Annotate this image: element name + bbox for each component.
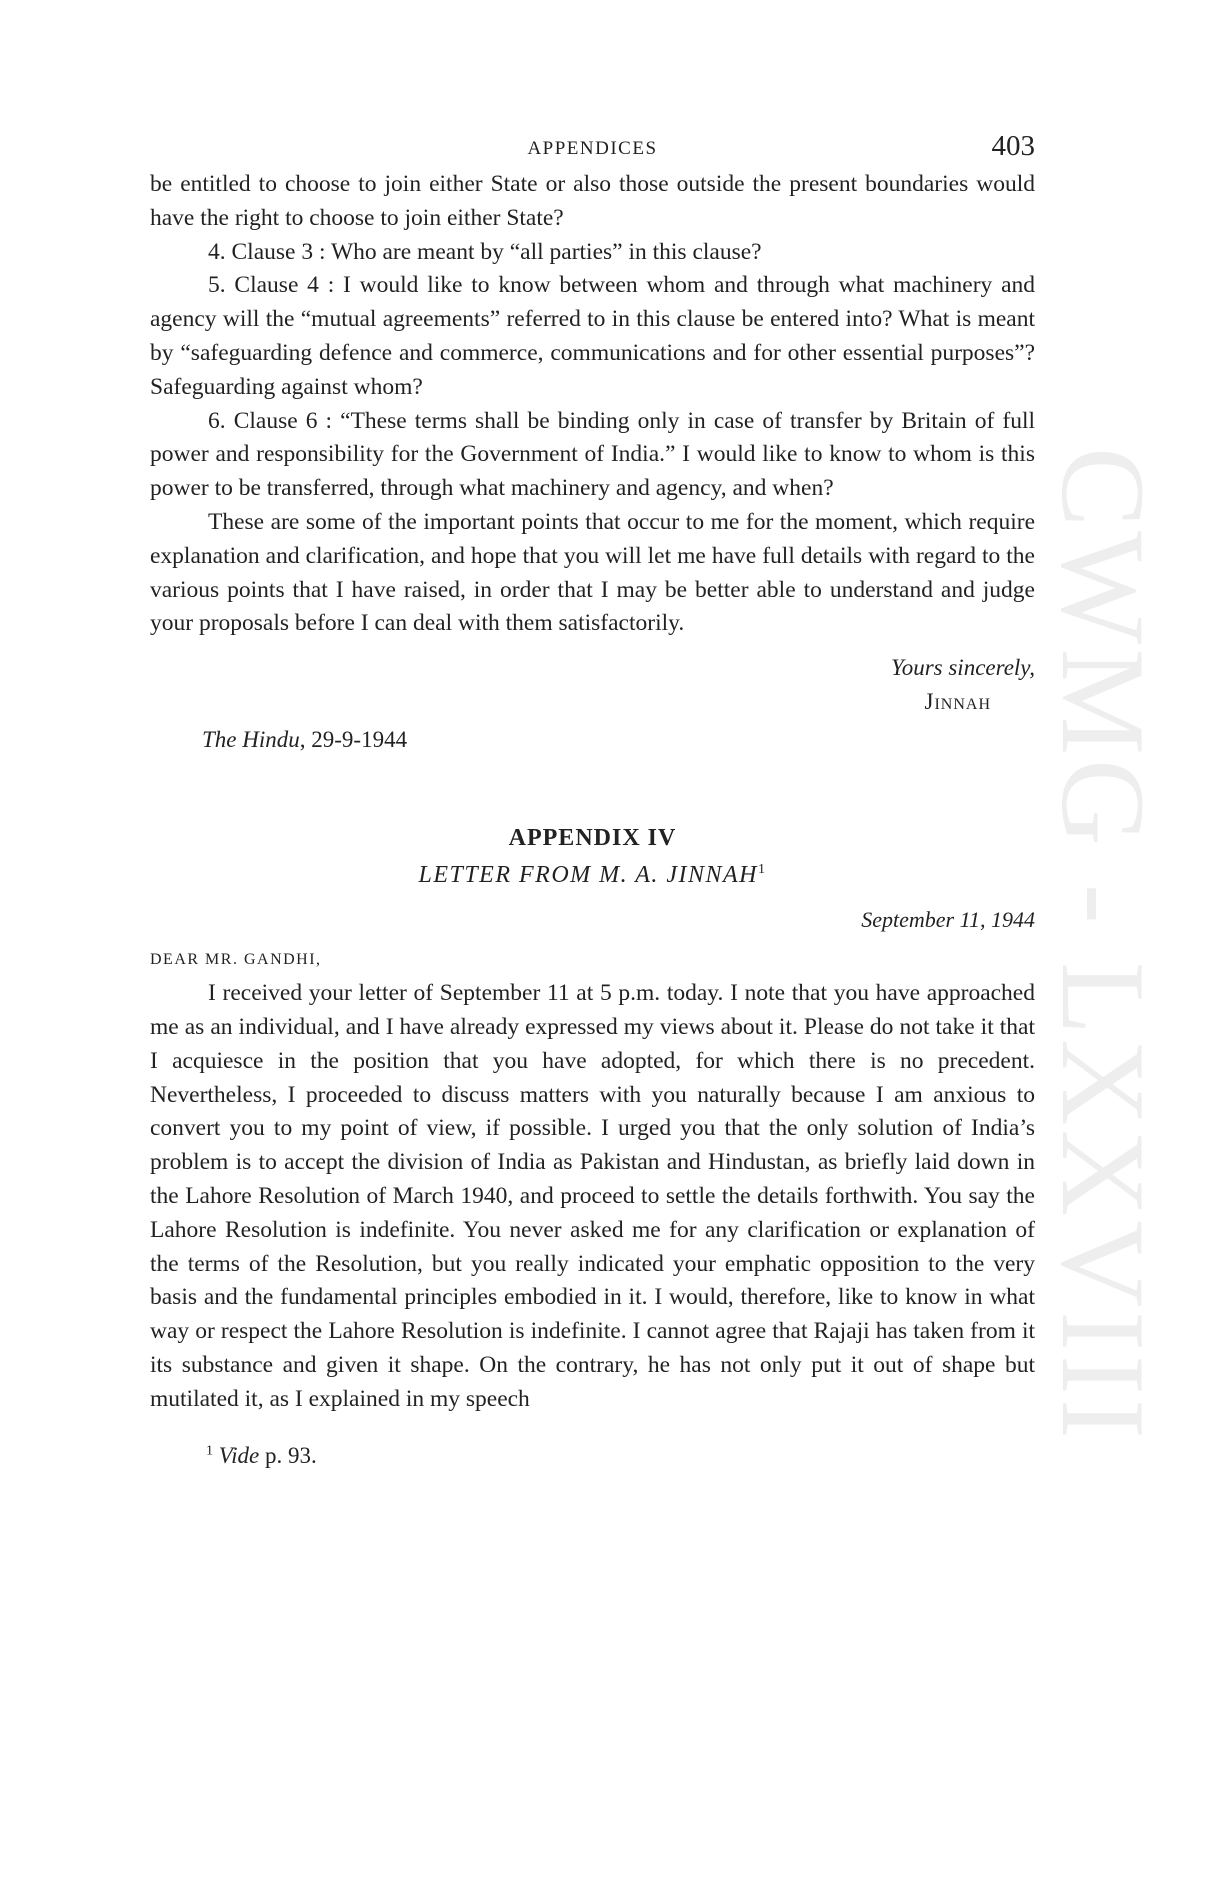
running-head: APPENDICES bbox=[527, 138, 658, 159]
page-header bbox=[150, 128, 1035, 168]
clause-item-5: 5. Clause 4 : I would like to know between whom and through what machinery and agency will the “mutual agreements” referred to in this clause be entered into? What is meant by “safeguarding defence and commerce, communications and for other essential purposes”? Safeguarding against whom? bbox=[150, 272, 1035, 400]
source-publication: The Hindu bbox=[202, 727, 300, 753]
letter-paragraph: I received your letter of September 11 at 5 p.m. today. I note that you have approached me as an individual, and I have already expressed my views about it. Please do not take it that I acquiesce in the position that you have adopted, for which there is no precedent. Nevertheless, I proceeded to discuss matters with you naturally because I am anxious to convert you to my point of view, if possible. I urged you that the only solution of India’s problem is to accept the division of India as Pakistan and Hindustan, as briefly laid down in the Lahore Resolution of March 1940, and proceed to settle the details forthwith. You say the Lahore Resolution is indefinite. You never asked me for any clarification or explanation of the terms of the Resolution, but you really indicated your emphatic opposition to the very basis and the fundamental principles embodied in it. I would, therefore, like to know in what way or respect the Lahore Resolution is indefinite. I cannot agree that Rajaji has taken from it its substance and given it shape. On the contrary, he has not only put it out of shape but mutilated it, as I explained in my speech bbox=[150, 980, 1035, 1412]
footnote-ref: p. 93. bbox=[259, 1442, 317, 1468]
source-date: , 29-9-1944 bbox=[299, 727, 408, 753]
closing-paragraph: These are some of the important points that occur to me for the moment, which require explanation and clarification, and hope that you will let me have full details with regard to the various points that I have raised, in order that I may be better able to understand and judge your proposals before I can deal with them satisfactorily. bbox=[150, 508, 1035, 637]
letter-date: September 11, 1944 bbox=[861, 907, 1035, 933]
appendix-title: APPENDIX IV bbox=[508, 825, 677, 852]
footnote-marker: 1 bbox=[206, 1442, 213, 1458]
continuation-paragraph: be entitled to choose to join either State or also those outside the present boundaries would have the right to choose to join either State? bbox=[150, 171, 1035, 231]
footnote-reference: 1 bbox=[758, 862, 767, 878]
footnote-vide: Vide bbox=[218, 1442, 260, 1468]
letter-title bbox=[150, 862, 1035, 889]
document-page bbox=[150, 128, 1035, 1469]
signature: Jinnah bbox=[924, 689, 991, 715]
letter-greeting: DEAR MR. GANDHI, bbox=[150, 951, 322, 969]
source-citation bbox=[150, 727, 1035, 753]
letter-title-text: LETTER FROM M. A. JINNAH bbox=[418, 862, 759, 889]
clause-item-6: 6. Clause 6 : “These terms shall be binding only in case of transfer by Britain of full power and responsibility for the Government of India.” I would like to know to whom is this power to be transferred, through what machinery and agency, and when? bbox=[150, 407, 1035, 502]
watermark: CWMG - LXXVIII bbox=[1037, 447, 1171, 1443]
footnote bbox=[150, 1443, 1035, 1469]
clause-item-4: 4. Clause 3 : Who are meant by “all parties” in this clause? bbox=[208, 238, 762, 265]
page-number: 403 bbox=[991, 130, 1035, 162]
letter-closing bbox=[150, 651, 1035, 719]
closing-salutation: Yours sincerely, bbox=[891, 655, 1035, 681]
